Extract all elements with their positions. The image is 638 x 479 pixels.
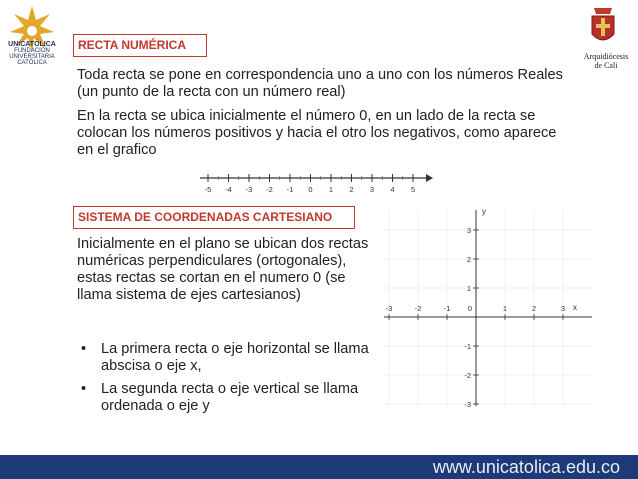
y-tick-label: -1 <box>464 342 471 351</box>
number-line-tick-label: 3 <box>369 185 375 194</box>
recta-paragraph-1: Toda recta se pone en correspondencia uno a uno con los números Reales (un punto de la recta con un número real) <box>77 67 563 100</box>
bullet-dot: • <box>81 341 87 357</box>
bullet-text: La primera recta o eje horizontal se llama abscisa o eje x, <box>101 341 369 374</box>
website-link[interactable]: www.unicatolica.edu.co <box>432 457 620 477</box>
number-line-tick-label: 5 <box>410 185 416 194</box>
bullet-dot: • <box>81 381 87 397</box>
footer-bar <box>0 455 638 479</box>
number-line-tick-label: -3 <box>245 185 253 194</box>
x-tick-label: 0 <box>467 304 473 313</box>
y-tick-label: -3 <box>464 400 471 408</box>
arquidiocesis-line2: de Cali <box>594 61 618 70</box>
number-line-graphic <box>196 168 434 196</box>
logo-sub1: FUNDACIÓN <box>14 48 50 54</box>
number-line-arrow <box>426 174 433 182</box>
number-line-tick-label: -1 <box>286 185 294 194</box>
number-line-tick-label: 2 <box>349 185 354 194</box>
number-line-tick-label: 1 <box>328 185 334 194</box>
bullet-text: La segunda recta o eje vertical se llama ordenada o eje y <box>101 381 359 414</box>
plane-background <box>380 206 598 408</box>
y-tick-label: 2 <box>466 255 471 264</box>
number-line-tick-label: -2 <box>266 185 273 194</box>
y-tick-label: -2 <box>464 371 471 380</box>
logo-sub2: UNIVERSITARIA <box>9 54 55 60</box>
cartesian-plane-graphic <box>380 206 598 408</box>
sistema-coordenadas-heading: SISTEMA DE COORDENADAS CARTESIANO <box>73 206 355 229</box>
recta-paragraph-2: En la recta se ubica inicialmente el número 0, en un lado de la recta se colocan los números positivos y hacia el otro los negativos, como aparece en el grafico <box>77 108 557 158</box>
coat-of-arms-icon <box>588 6 618 51</box>
y-tick-label: 1 <box>466 284 471 293</box>
number-line-tick-label: 4 <box>390 185 395 194</box>
arquidiocesis-line1: Arquidiócesis <box>583 52 629 61</box>
number-line-tick-label: -4 <box>225 185 232 194</box>
logo-sub3: CATÓLICA <box>17 60 47 66</box>
x-tick-label: -3 <box>385 304 393 313</box>
x-tick-label: 1 <box>502 304 508 313</box>
x-tick-label: -1 <box>443 304 451 313</box>
y-axis-label: y <box>482 207 486 216</box>
x-tick-label: 3 <box>560 304 566 313</box>
number-line-tick-label: 0 <box>308 185 313 194</box>
sistema-paragraph: Inicialmente en el plano se ubican dos rectas numéricas perpendiculares (ortogonales), estas rectas se cortan en el numero 0 (se llama sistema de ejes cartesianos) <box>77 236 369 303</box>
y-tick-label: 3 <box>466 226 471 235</box>
recta-numerica-heading: RECTA NUMÉRICA <box>73 34 207 57</box>
logo-title: UNICATÓLICA <box>8 41 56 48</box>
x-tick-label: -2 <box>414 304 422 313</box>
x-tick-label: 2 <box>531 304 537 313</box>
number-line-tick-label: -5 <box>204 185 212 194</box>
x-axis-label: x <box>573 303 577 312</box>
